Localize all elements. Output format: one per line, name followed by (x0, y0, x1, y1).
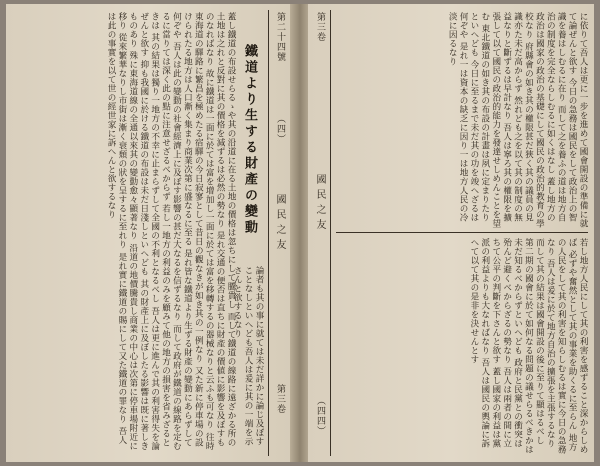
body-column-13: 抑も我國に於ける鐵道の布設は未だ日淺しといへども (138, 60, 149, 277)
volume-label: 第三卷 (275, 384, 285, 414)
left-column-1: 今日の急務は國民をして政治上の智識を養はしむるに在り (556, 12, 578, 223)
left-column-14: 而して其の結果は國會開設の後に至りて顯はるべし (534, 238, 545, 445)
issue-number: 第二十四號 (275, 12, 285, 62)
body-column-5: 往時東海道の驛路に繁昌を極めたる宿驛の今日寂寥として昔日の觀なきが如き其の一例なり (193, 12, 215, 451)
body-column-4: 故に鐵道は一面に於ては富を增加し一面に於ては富を移轉するの器械なりと云ふも可なり (204, 69, 215, 430)
book-gutter (290, 4, 310, 462)
left-column-4: 府縣會の如き其の權限甚だ狹く其の議員の見識亦た未だ高からず (512, 12, 534, 223)
page-number-left: （四四） (315, 396, 325, 436)
left-column-11: 必ずや奮然として其の事業を助くるに至らん (567, 250, 578, 431)
magazine-title-left: 國民之友 (314, 174, 325, 234)
body-column-1: 蓋し鐵道の布設せらるゝや其の沿道に在る土地の價格は忽ちにして騰貴し (226, 12, 236, 309)
body-column-17: 從來繁華なりし市街は漸く衰頹の狀を呈するに至れり (116, 33, 127, 250)
section-rule (336, 232, 588, 233)
left-column-7: 東北鐵道の如き其の布設の計畫は夙に定まりたりといへども (468, 12, 490, 223)
left-column-2: 而して之を養ふの道は地方自治の制度を完全ならしむるに如くはなし (545, 12, 567, 223)
book-spread (6, 4, 594, 462)
left-column-12: 地方の人民をして其の利害を知らしむるは實に今日の急務なり (545, 238, 578, 454)
body-column-18: 是れ實に鐵道の賜にして又た鐵道の罪なり (116, 252, 127, 424)
body-column-0: 論者も其の事に就ては未だ詳かに論じ及ぼすことなしといへども吾人は爰に其の一端を示さんと欲するなり (232, 266, 264, 446)
left-column-9: 是れ一は資本の缺乏に因り一は地方人民の冷淡に因るなり (447, 12, 469, 223)
page-number: （四） (275, 114, 285, 144)
left-column-16: 政府と民黨との衝突は殆んど避くべからざるの勢なり (501, 238, 523, 449)
body-column-14: 其の財產上に及ぼしたる影響は既に著しきものあり (127, 12, 149, 451)
body-text-upper (336, 12, 588, 228)
left-column-8: 今日に至るまで未だ其の功を竣へざるは何ぞや (458, 12, 479, 223)
left-column-13: 吾人は爰に於て地方自治の擴張を主張するなり (545, 259, 556, 449)
header-rule-left (330, 10, 331, 456)
body-text (12, 12, 236, 452)
left-column-3: 蓋し地方の政治は國家の政治の基礎にして國民の政治的教育の學校なり (523, 12, 556, 228)
left-column-18: 蓋し國家の利益は黨派の利益よりも大なればなり (479, 238, 501, 449)
body-text-lower (336, 238, 588, 454)
page-left (308, 4, 594, 462)
left-column-19: 吾人は國民の輿論に訴へて以て其の是非を決せんとす (468, 238, 490, 449)
body-column-7: 是れ皆な鐵道より生ずる財產の變動にあらずして何ぞや (171, 12, 193, 448)
header-rule (268, 10, 269, 456)
body-column-2: 而して鐵道の線路に遠ざかる所の土地は之れと反對に其の價格を減ずるは必然の勢なり (215, 12, 236, 448)
body-column-19: 吾人は此の事實を以て世の經世家に訴へんと欲するなり (106, 12, 127, 445)
body-column-3: 是れ交通の便否は直ちに財產の價値に影響を及ぼすものなればなり (204, 12, 226, 448)
left-column-0: に依りて吾人は更に一步を進めて國會開設の準備に就て論ぜんと欲す (567, 12, 588, 228)
left-column-5: 然れども之を以て其の制度の無益なりと斷ずるは早計なり (501, 12, 523, 223)
body-column-12: 吾人は更に進んで其の利害得失を論ぜんと欲す (138, 12, 160, 451)
body-column-6: 又た新に停車場の設けられたる地方は人口漸く集まり商業次第に盛なるに至る (182, 12, 204, 448)
left-column-6: 吾人は寧ろ其の權限を擴張して以て國民の政治的能力を發達せしめんことを望む (479, 12, 512, 228)
volume-label-left: 第三卷 (315, 12, 325, 42)
page-right (6, 4, 292, 462)
body-column-10: 若し一地方の利益のみを顧みて他の地方の損害を省みざるときは (149, 12, 171, 448)
left-column-15: 第二期の國會に於て如何なる問題の議せらるべきかは未だ知るべからずといへども (512, 238, 534, 454)
body-column-9: 而して政府が鐵道の線路を定むるに當りては深く此の點に注意せざるべからず (160, 12, 182, 451)
body-column-11: 其の結果は獨り一地方の不幸に止まらずして全國の不利となるべし (149, 33, 160, 304)
magazine-title: 國民之友 (274, 194, 285, 254)
left-column-17: 吾人は兩者の間に立ちて公平の判斷を下さんと欲す (490, 238, 512, 449)
body-column-15: 殊に東海道線の全通以來其の變動愈々顯著なり (127, 51, 138, 241)
article-title: 鐵道より生する財產の變動 (242, 44, 257, 236)
body-column-16: 沿道の地價騰貴し商業の中心は次第に停車場附近に移り (116, 12, 138, 451)
body-column-8: 吾人は此の變動の社會經濟上に及ぼす影響の甚だ大なるを信ずるなり (171, 42, 182, 322)
left-column-10: 若し地方人民にして其の利害を感ずること深からしめば (567, 238, 588, 454)
